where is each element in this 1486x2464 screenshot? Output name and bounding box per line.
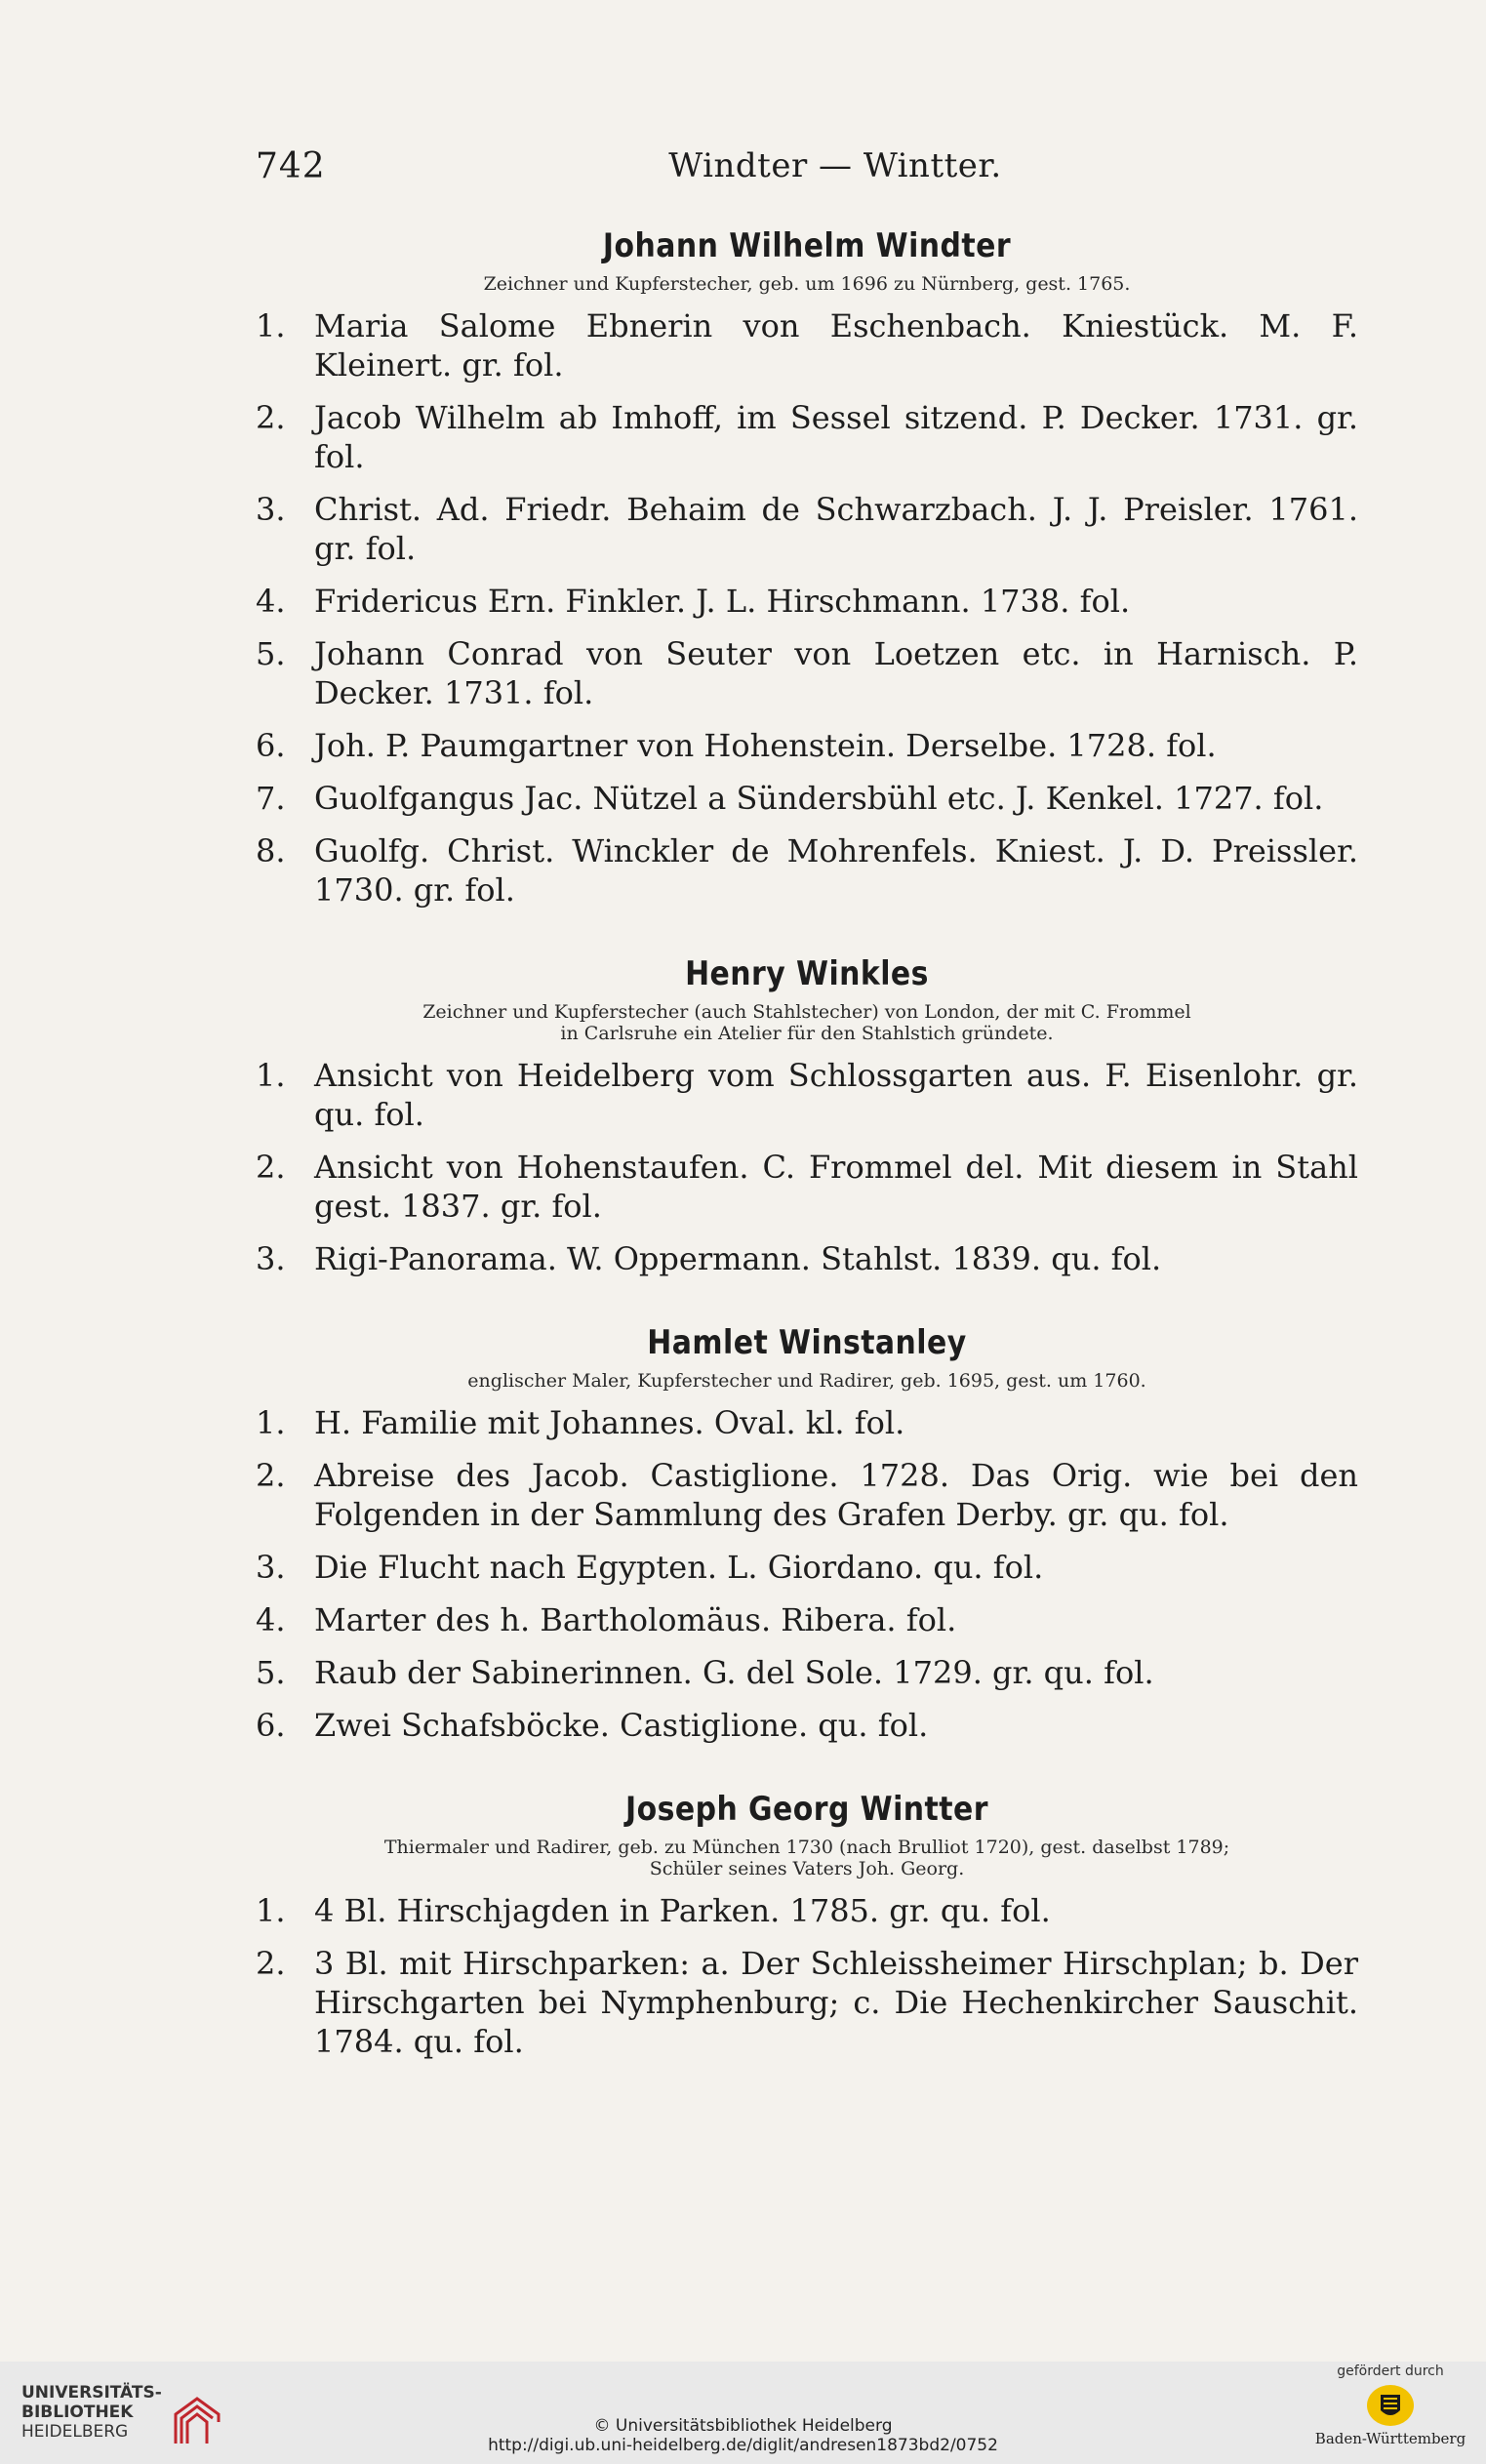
description-line: in Carlsruhe ein Atelier für den Stahlstich gründete. — [560, 1023, 1054, 1044]
catalog-entry — [256, 779, 1358, 818]
catalog-entry — [256, 490, 1358, 568]
entry-text: 3 Bl. mit Hirschparken: a. Der Schleissheimer Hirschplan; b. Der Hirschgarten bei Nymphenburg; c. Die Hechenkircher Sauschit. 1784. qu. fol. — [314, 1945, 1358, 2060]
entry-text: Johann Conrad von Seuter von Loetzen etc. in Harnisch. P. Decker. 1731. fol. — [314, 635, 1358, 711]
description-line: englischer Maler, Kupferstecher und Radirer, geb. 1695, gest. um 1760. — [467, 1370, 1146, 1392]
catalog-content — [256, 226, 1358, 2106]
entry-number: 2. — [256, 1457, 286, 1494]
sponsor-name: Baden-Württemberg — [1314, 2430, 1466, 2447]
section-title: Hamlet Winstanley — [647, 1323, 967, 1362]
footer-bar — [0, 2362, 1486, 2464]
catalog-entry — [256, 582, 1358, 621]
library-name: UNIVERSITÄTS- BIBLIOTHEK HEIDELBERG — [21, 2383, 162, 2442]
catalog-entry — [256, 1944, 1358, 2061]
entry-number: 4. — [256, 583, 286, 620]
entry-number: 6. — [256, 727, 286, 764]
entry-text: Marter des h. Bartholomäus. Ribera. fol. — [314, 1601, 957, 1638]
copyright-block — [0, 2416, 1486, 2455]
entry-text: Maria Salome Ebnerin von Eschenbach. Kniestück. M. F. Kleinert. gr. fol. — [314, 307, 1358, 384]
entry-number: 2. — [256, 1945, 286, 1982]
catalog-entry — [256, 1056, 1358, 1134]
entry-text: Ansicht von Heidelberg vom Schlossgarten aus. F. Eisenlohr. gr. qu. fol. — [314, 1057, 1358, 1133]
section-description — [256, 1001, 1358, 1044]
entry-number: 4. — [256, 1601, 286, 1638]
catalog-section — [256, 1790, 1358, 2061]
entry-text: Guolfgangus Jac. Nützel a Sündersbühl etc. J. Kenkel. 1727. fol. — [314, 780, 1324, 817]
sponsor-label: gefördert durch — [1337, 2363, 1444, 2379]
entry-text: Joh. P. Paumgartner von Hohenstein. Derselbe. 1728. fol. — [314, 727, 1217, 764]
entry-number: 1. — [256, 1057, 286, 1094]
catalog-entry — [256, 1548, 1358, 1587]
running-head — [256, 146, 1356, 205]
entry-text: Die Flucht nach Egypten. L. Giordano. qu. fol. — [314, 1549, 1044, 1586]
catalog-section — [256, 226, 1358, 909]
entry-number: 1. — [256, 1892, 286, 1929]
entry-text: 4 Bl. Hirschjagden in Parken. 1785. gr. qu. fol. — [314, 1892, 1051, 1929]
entry-text: Zwei Schafsböcke. Castiglione. qu. fol. — [314, 1707, 929, 1744]
section-title: Joseph Georg Wintter — [625, 1790, 988, 1829]
section-description — [256, 1837, 1358, 1879]
running-title: Windter — Wintter. — [668, 146, 1002, 185]
source-url[interactable]: http://digi.ub.uni-heidelberg.de/diglit/andresen1873bd2/0752 — [488, 2436, 998, 2455]
catalog-entry — [256, 1600, 1358, 1639]
catalog-entry — [256, 1239, 1358, 1278]
entry-number: 1. — [256, 1404, 286, 1441]
entry-list — [256, 306, 1358, 909]
catalog-entry — [256, 1653, 1358, 1692]
catalog-entry — [256, 1148, 1358, 1226]
catalog-entry — [256, 1403, 1358, 1442]
entry-number: 6. — [256, 1707, 286, 1744]
entry-number: 3. — [256, 1240, 286, 1277]
entry-number: 5. — [256, 1654, 286, 1691]
entry-text: Rigi-Panorama. W. Oppermann. Stahlst. 1839. qu. fol. — [314, 1240, 1162, 1277]
entry-text: Abreise des Jacob. Castiglione. 1728. Das Orig. wie bei den Folgenden in der Sammlung des Grafen Derby. gr. qu. fol. — [314, 1457, 1358, 1533]
catalog-entry — [256, 634, 1358, 712]
entry-number: 1. — [256, 307, 286, 344]
entry-text: Christ. Ad. Friedr. Behaim de Schwarzbach. J. J. Preisler. 1761. gr. fol. — [314, 491, 1358, 567]
entry-text: Jacob Wilhelm ab Imhoff, im Sessel sitzend. P. Decker. 1731. gr. fol. — [314, 399, 1358, 475]
description-line: Zeichner und Kupferstecher (auch Stahlstecher) von London, der mit C. Frommel — [422, 1001, 1191, 1023]
entry-text: H. Familie mit Johannes. Oval. kl. fol. — [314, 1404, 905, 1441]
description-line: Schüler seines Vaters Joh. Georg. — [649, 1858, 965, 1879]
entry-text: Fridericus Ern. Finkler. J. L. Hirschmann. 1738. fol. — [314, 583, 1131, 620]
entry-text: Raub der Sabinerinnen. G. del Sole. 1729. gr. qu. fol. — [314, 1654, 1154, 1691]
section-description — [256, 1370, 1358, 1392]
catalog-entry — [256, 1456, 1358, 1534]
sponsor-block — [1312, 2363, 1468, 2447]
entry-number: 3. — [256, 1549, 286, 1586]
catalog-section — [256, 954, 1358, 1278]
catalog-section — [256, 1323, 1358, 1745]
catalog-entry — [256, 726, 1358, 765]
catalog-entry — [256, 306, 1358, 384]
entry-list — [256, 1891, 1358, 2061]
page-number: 742 — [256, 146, 326, 186]
catalog-entry — [256, 1891, 1358, 1930]
entry-number: 5. — [256, 635, 286, 672]
description-line: Thiermaler und Radirer, geb. zu München 1730 (nach Brulliot 1720), gest. daselbst 1789; — [383, 1837, 1230, 1858]
entry-number: 2. — [256, 399, 286, 436]
entry-number: 2. — [256, 1149, 286, 1186]
coat-of-arms-icon — [1366, 2383, 1415, 2428]
entry-number: 3. — [256, 491, 286, 528]
description-line: Zeichner und Kupferstecher, geb. um 1696 zu Nürnberg, gest. 1765. — [483, 273, 1131, 295]
section-description — [256, 273, 1358, 295]
entry-number: 8. — [256, 832, 286, 869]
entry-text: Guolfg. Christ. Winckler de Mohrenfels. Kniest. J. D. Preissler. 1730. gr. fol. — [314, 832, 1358, 909]
entry-number: 7. — [256, 780, 286, 817]
entry-list — [256, 1056, 1358, 1278]
entry-text: Ansicht von Hohenstaufen. C. Frommel del. Mit diesem in Stahl gest. 1837. gr. fol. — [314, 1149, 1358, 1225]
section-title: Henry Winkles — [685, 954, 929, 993]
catalog-entry — [256, 398, 1358, 476]
copyright-text: © Universitätsbibliothek Heidelberg — [593, 2416, 893, 2436]
catalog-entry — [256, 831, 1358, 909]
entry-list — [256, 1403, 1358, 1745]
catalog-entry — [256, 1706, 1358, 1745]
section-title: Johann Wilhelm Windter — [602, 226, 1012, 265]
